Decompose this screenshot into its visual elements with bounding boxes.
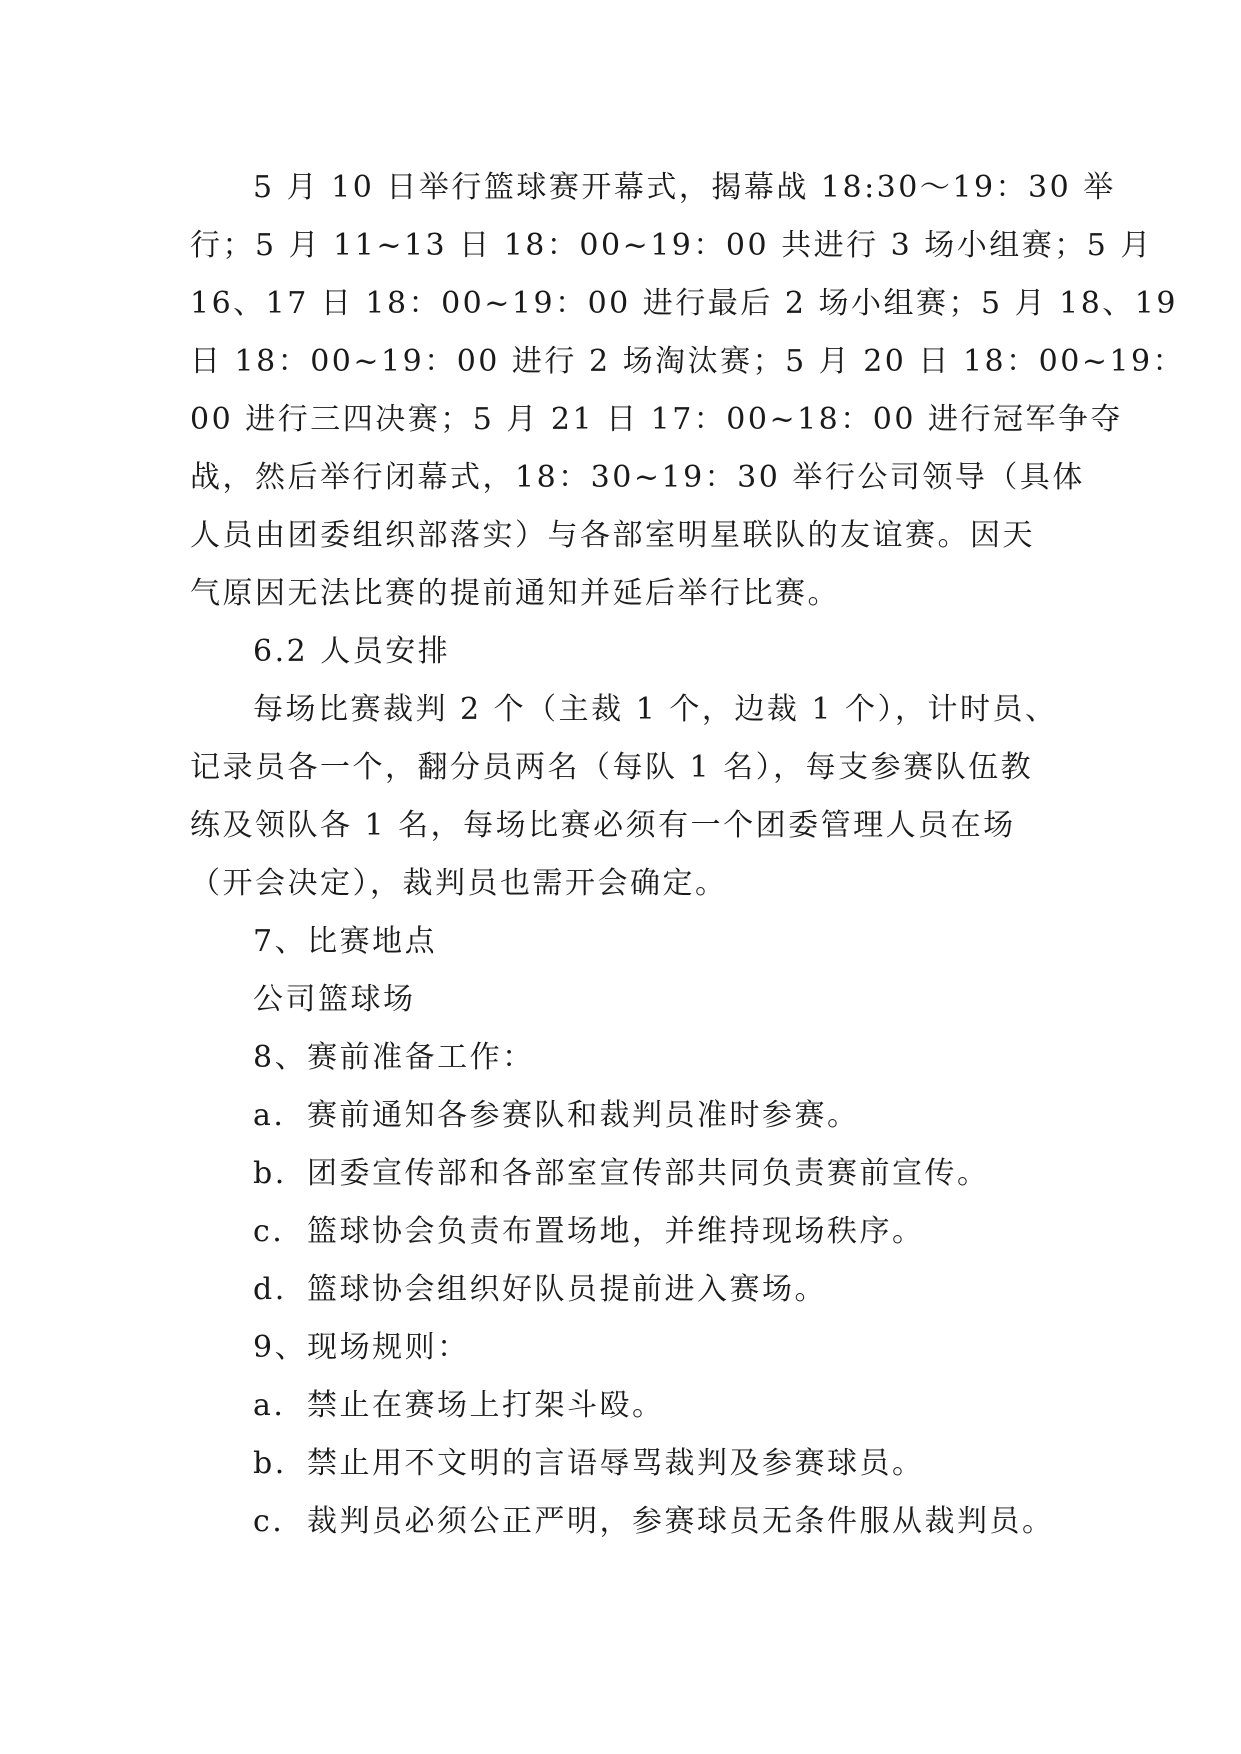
section-heading-8: 8、赛前准备工作： xyxy=(253,1040,535,1075)
list-marker: a. xyxy=(253,1098,286,1133)
list-item-text: 赛前通知各参赛队和裁判员准时参赛。 xyxy=(307,1098,860,1133)
list-marker: c. xyxy=(253,1214,285,1249)
schedule-line-4: 日 18：00~19：00 进行 2 场淘汰赛；5 月 20 日 18：00~19： xyxy=(190,344,1186,379)
list-marker: d. xyxy=(253,1272,287,1307)
rule-item xyxy=(0,1444,1241,1484)
list-item-text: 团委宣传部和各部室宣传部共同负责赛前宣传。 xyxy=(307,1156,990,1191)
schedule-line-8: 气原因无法比赛的提前通知并延后举行比赛。 xyxy=(190,576,840,611)
venue-text: 公司篮球场 xyxy=(253,982,416,1017)
staff-line-2: 记录员各一个，翻分员两名（每队 1 名），每支参赛队伍教 xyxy=(190,750,1034,785)
list-item-text: 禁止在赛场上打架斗殴。 xyxy=(307,1388,665,1423)
schedule-line-5: 00 进行三四决赛；5 月 21 日 17：00~18：00 进行冠军争夺 xyxy=(190,402,1123,437)
list-marker: c. xyxy=(253,1504,285,1539)
list-item-text: 篮球协会组织好队员提前进入赛场。 xyxy=(307,1272,827,1307)
rule-item xyxy=(0,1502,1241,1542)
staff-line-4: （开会决定），裁判员也需开会确定。 xyxy=(190,866,728,901)
list-marker: b. xyxy=(253,1446,287,1481)
staff-line-1: 每场比赛裁判 2 个（主裁 1 个，边裁 1 个），计时员、 xyxy=(253,692,1058,727)
prep-item xyxy=(0,1212,1241,1252)
schedule-line-6: 战，然后举行闭幕式，18：30~19：30 举行公司领导（具体 xyxy=(190,460,1085,495)
section-heading-9: 9、现场规则： xyxy=(253,1330,470,1365)
list-marker: a. xyxy=(253,1388,286,1423)
schedule-line-1: 5 月 10 日举行篮球赛开幕式，揭幕战 18:30～19：30 举 xyxy=(253,170,1116,205)
list-item-text: 裁判员必须公正严明，参赛球员无条件服从裁判员。 xyxy=(307,1504,1055,1539)
schedule-line-7: 人员由团委组织部落实）与各部室明星联队的友谊赛。因天 xyxy=(190,518,1035,553)
section-heading-6-2: 6.2 人员安排 xyxy=(253,634,451,669)
list-item-text: 篮球协会负责布置场地，并维持现场秩序。 xyxy=(307,1214,925,1249)
list-marker: b. xyxy=(253,1156,287,1191)
schedule-line-3: 16、17 日 18：00~19：00 进行最后 2 场小组赛；5 月 18、19 xyxy=(190,286,1178,321)
prep-item xyxy=(0,1096,1241,1136)
prep-item xyxy=(0,1270,1241,1310)
list-item-text: 禁止用不文明的言语辱骂裁判及参赛球员。 xyxy=(307,1446,925,1481)
rule-item xyxy=(0,1386,1241,1426)
prep-item xyxy=(0,1154,1241,1194)
staff-line-3: 练及领队各 1 名，每场比赛必须有一个团委管理人员在场 xyxy=(190,808,1016,843)
section-heading-7: 7、比赛地点 xyxy=(253,924,438,959)
schedule-line-2: 行；5 月 11~13 日 18：00~19：00 共进行 3 场小组赛；5 月 xyxy=(190,228,1153,263)
